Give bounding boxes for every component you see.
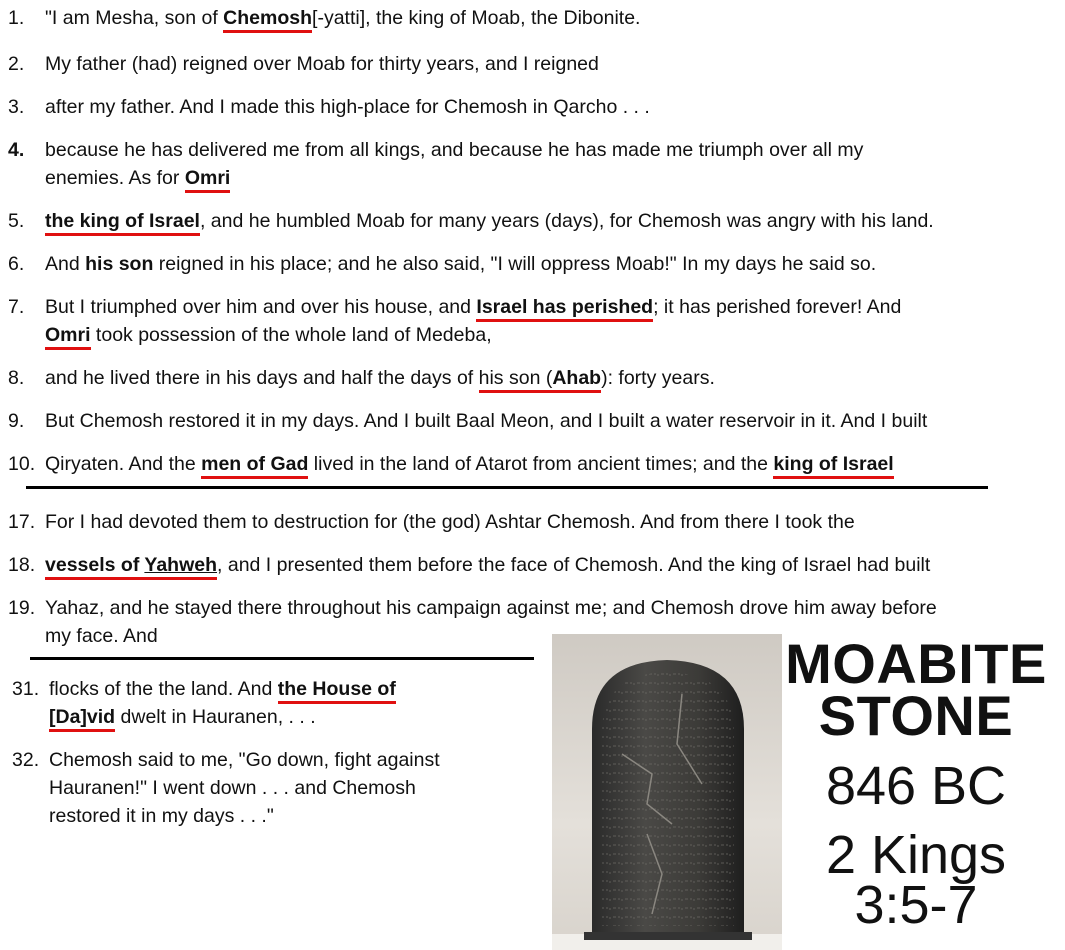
line-text: reigned in his place; and he also said, "I will oppress Moab!" In my days he said so.: [153, 253, 877, 275]
inscription-line-2: [8, 51, 599, 78]
inscription-line-31-cont: [12, 704, 316, 731]
line-number: 6.: [8, 253, 25, 275]
highlight-israel-has-perished: Israel has perished: [476, 296, 653, 322]
line-number: 8.: [8, 367, 25, 389]
inscription-line-10: [8, 451, 894, 478]
line-text: Chemosh said to me, "Go down, fight against: [49, 749, 440, 771]
line-text: dwelt in Hauranen, . . .: [115, 706, 316, 728]
line-text: Yahaz, and he stayed there throughout his campaign against me; and Chemosh drove him away before: [45, 597, 937, 619]
highlight-his-son: [479, 367, 601, 393]
line-number: 18.: [8, 554, 36, 576]
line-text: My father (had) reigned over Moab for thirty years, and I reigned: [45, 53, 599, 75]
inscription-line-32-cont: [12, 803, 274, 830]
yahweh-text: Yahweh: [144, 554, 218, 576]
highlight-house-of: the House of: [278, 678, 396, 704]
vessels-of-text: vessels of: [45, 554, 145, 576]
section-divider: [30, 657, 534, 660]
line-text: flocks of the the land. And: [49, 678, 278, 700]
line-number: 5.: [8, 210, 25, 232]
date-text: 846 BC: [825, 756, 1007, 816]
inscription-line-3: [8, 94, 650, 121]
inscription-line-19-cont: [8, 623, 158, 650]
line-text: , and he humbled Moab for many years (days), for Chemosh was angry with his land.: [199, 210, 934, 232]
reference-line-1: 2 Kings: [825, 825, 1007, 885]
line-text: Qiryaten. And the: [45, 453, 202, 475]
line-text: And: [45, 253, 86, 275]
line-text: my face. And: [45, 625, 158, 647]
highlight-men-of-gad: men of Gad: [201, 453, 308, 479]
line-text: ): forty years.: [601, 367, 715, 389]
inscription-line-18: [8, 552, 930, 579]
inscription-line-32: [12, 747, 440, 774]
line-text: For I had devoted them to destruction for (the god) Ashtar Chemosh. And from there I took the: [45, 511, 855, 533]
title-line-1: MOABITE: [785, 632, 1047, 695]
title-line-2: STONE: [818, 684, 1014, 747]
line-number: 2.: [8, 53, 25, 75]
inscription-line-31: [12, 676, 396, 703]
line-number: 17.: [8, 511, 36, 533]
emphasis-ahab: Ahab: [552, 367, 602, 389]
line-text: took possession of the whole land of Medeba,: [90, 324, 492, 346]
inscription-line-1: [8, 5, 640, 32]
stele-illustration: [552, 634, 782, 950]
paren-open: (: [540, 367, 553, 389]
highlight-omri: Omri: [185, 167, 231, 193]
inscription-line-8: [8, 365, 715, 392]
date-label: [785, 756, 1047, 816]
highlight-david: [Da]vid: [49, 706, 115, 732]
reference-line-2: 3:5-7: [854, 875, 978, 935]
highlight-chemosh: Chemosh: [223, 7, 312, 33]
line-text: restored it in my days . . .": [49, 805, 274, 827]
line-number: 19.: [8, 597, 36, 619]
line-number: 10.: [8, 453, 36, 475]
line-text: But Chemosh restored it in my days. And I built Baal Meon, and I built a water reservoir in it. And I built: [45, 410, 928, 432]
inscription-line-4: [8, 137, 863, 164]
inscription-line-4-cont: [8, 165, 230, 192]
line-number: 1.: [8, 7, 25, 29]
line-text: "I am Mesha, son of: [45, 7, 224, 29]
line-number: 4.: [8, 139, 25, 161]
line-number: 9.: [8, 410, 25, 432]
highlight-king-of-israel: king of Israel: [773, 453, 893, 479]
line-text: and he lived there in his days and half the days of: [45, 367, 479, 389]
line-text: [-yatti], the king of Moab, the Dibonite.: [312, 7, 641, 29]
inscription-line-32-cont: [12, 775, 416, 802]
highlight-vessels-of-yahweh: [45, 554, 217, 580]
his-son-text: his son: [478, 367, 541, 389]
line-text: Hauranen!" I went down . . . and Chemosh: [49, 777, 416, 799]
line-number: 3.: [8, 96, 25, 118]
inscription-line-7: [8, 294, 901, 321]
highlight-omri: Omri: [45, 324, 91, 350]
inscription-line-5: [8, 208, 934, 235]
line-text: lived in the land of Atarot from ancient times; and the: [308, 453, 774, 475]
line-text: enemies. As for: [45, 167, 185, 189]
inscription-line-17: [8, 509, 855, 536]
inscription-line-19: [8, 595, 937, 622]
line-number: 32.: [12, 749, 40, 771]
line-text: after my father. And I made this high-place for Chemosh in Qarcho . . .: [45, 96, 650, 118]
title-block: [785, 632, 1047, 747]
moabite-stone-photo: [552, 634, 782, 950]
line-text: But I triumphed over him and over his house, and: [45, 296, 477, 318]
section-divider: [26, 486, 988, 489]
line-number: 7.: [8, 296, 25, 318]
emphasis-his-son: his son: [85, 253, 154, 275]
scripture-reference: [785, 825, 1047, 935]
line-text: because he has delivered me from all kings, and because he has made me triumph over all my: [45, 139, 864, 161]
inscription-line-6: [8, 251, 876, 278]
line-text: ; it has perished forever! And: [653, 296, 902, 318]
line-number: 31.: [12, 678, 40, 700]
highlight-king-of-israel: the king of Israel: [45, 210, 200, 236]
line-text: , and I presented them before the face of Chemosh. And the king of Israel had built: [217, 554, 931, 576]
inscription-line-7-cont: [8, 322, 492, 349]
inscription-line-9: [8, 408, 927, 435]
